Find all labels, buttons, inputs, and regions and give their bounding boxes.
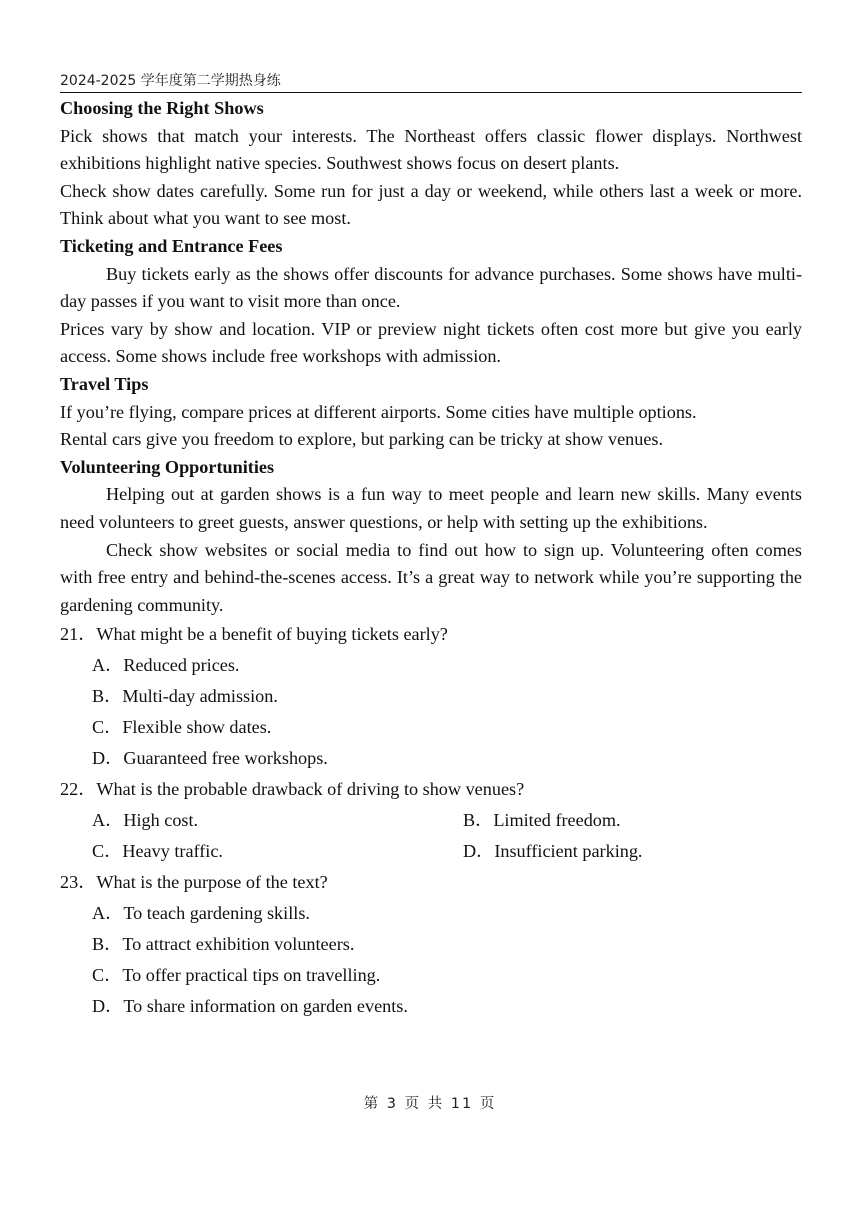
option-c[interactable]: C．Flexible show dates.: [92, 717, 272, 738]
option-a[interactable]: A．High cost.: [92, 810, 199, 831]
option-d[interactable]: D．Insufficient parking.: [463, 841, 643, 862]
section-title: Travel Tips: [60, 373, 149, 394]
running-head: 2024-2025 学年度第二学期热身练: [60, 73, 281, 89]
question-stem: 21．What might be a benefit of buying tickets early?: [60, 624, 448, 645]
section-title: Volunteering Opportunities: [60, 456, 275, 477]
question-23: [60, 867, 802, 1022]
section-title: Ticketing and Entrance Fees: [60, 235, 283, 256]
paragraph: Prices vary by show and location. VIP or preview night tickets often cost more but give you early access. Some shows include free workshops with admission.: [60, 318, 802, 367]
option-b[interactable]: B．Multi-day admission.: [92, 686, 278, 707]
paragraph: Check show websites or social media to find out how to sign up. Volunteering often comes with free entry and behind-the-scenes access. It’s a great way to network while you’re supporting the gardening community.: [60, 539, 802, 615]
option-row: [60, 836, 802, 867]
question-22: [60, 774, 802, 867]
paragraph: Pick shows that match your interests. The Northeast offers classic flower displays. Northwest exhibitions highlight native species. Southwest shows focus on desert plants.: [60, 125, 802, 174]
option-b[interactable]: B．Limited freedom.: [463, 810, 621, 831]
question-list: [60, 619, 802, 1022]
passage-content: [60, 95, 802, 1022]
question-21: [60, 619, 802, 774]
header-rule: [60, 92, 802, 93]
paragraph: Check show dates carefully. Some run for just a day or weekend, while others last a week or more. Think about what you want to see most.: [60, 180, 802, 229]
paragraph: If you’re flying, compare prices at different airports. Some cities have multiple options.: [60, 401, 697, 422]
paragraph: Buy tickets early as the shows offer discounts for advance purchases. Some shows have multi-day passes if you want to visit more than once.: [60, 263, 802, 312]
page-number-footer: 第 3 页 共 11 页: [363, 1096, 497, 1112]
option-row: [60, 805, 802, 836]
option-d[interactable]: D．Guaranteed free workshops.: [92, 748, 328, 769]
option-a[interactable]: A．To teach gardening skills.: [92, 903, 310, 924]
option-d[interactable]: D．To share information on garden events.: [92, 996, 408, 1017]
paragraph: Rental cars give you freedom to explore, but parking can be tricky at show venues.: [60, 429, 664, 450]
option-c[interactable]: C．To offer practical tips on travelling.: [92, 965, 381, 986]
option-c[interactable]: C．Heavy traffic.: [92, 841, 223, 862]
option-b[interactable]: B．To attract exhibition volunteers.: [92, 934, 355, 955]
option-a[interactable]: A．Reduced prices.: [92, 655, 240, 676]
section-title: Choosing the Right Shows: [60, 98, 264, 118]
question-stem: 22．What is the probable drawback of driving to show venues?: [60, 779, 525, 800]
question-stem: 23．What is the purpose of the text?: [60, 872, 328, 893]
paragraph: Helping out at garden shows is a fun way to meet people and learn new skills. Many events need volunteers to greet guests, answer questions, or help with setting up the exhibitions.: [60, 484, 802, 532]
